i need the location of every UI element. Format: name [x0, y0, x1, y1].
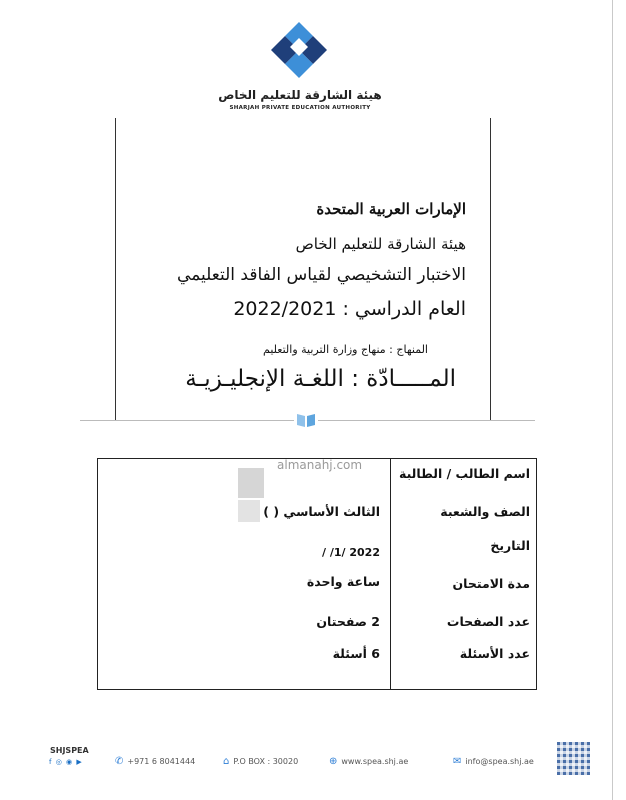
footer-website-text[interactable]: www.spea.shj.ae [341, 757, 409, 766]
country-line: الإمارات العربية المتحدة [316, 200, 466, 218]
footer-pobox-text: P.O BOX : 30020 [233, 757, 299, 766]
curriculum-line: المنهاج : منهاج وزارة التربية والتعليم [263, 343, 428, 356]
table-column-divider [390, 458, 391, 690]
value-class-section: الثالث الأساسي ( ) [263, 504, 380, 519]
page-footer [45, 742, 605, 782]
label-page-count: عدد الصفحات [446, 614, 530, 629]
authority-line: هيئة الشارقة للتعليم الخاص [295, 235, 466, 253]
spea-logo-icon [268, 20, 330, 82]
org-name-english: SHARJAH PRIVATE EDUCATION AUTHORITY [229, 105, 371, 111]
footer-website[interactable] [329, 756, 408, 767]
value-date: 2022 /1/ / [321, 546, 380, 559]
page-edge [612, 0, 613, 800]
globe-icon: ⊕ [329, 756, 338, 767]
label-student-name: اسم الطالب / الطالبة [399, 466, 530, 481]
subject-line: المـــــادّة : اللغـة الإنجليـزيـة [185, 366, 456, 392]
home-icon: ⌂ [223, 756, 230, 767]
footer-pobox [223, 756, 298, 767]
frame-line-left [115, 118, 116, 420]
value-page-count: 2 صفحتان [316, 614, 380, 629]
book-icon [294, 410, 318, 430]
org-name-arabic: هيئة الشارقة للتعليم الخاص [218, 88, 382, 102]
qr-code-icon [557, 742, 590, 775]
label-class-section: الصف والشعبة [440, 504, 530, 519]
footer-social-icons[interactable]: f ◎ ◉ ▶ [49, 758, 83, 766]
watermark-shape [238, 468, 264, 498]
phone-icon: ✆ [115, 756, 124, 767]
frame-line-right [490, 118, 491, 420]
footer-phone-text: +971 6 8041444 [127, 757, 196, 766]
label-exam-duration: مدة الامتحان [452, 576, 530, 591]
mail-icon: ✉ [453, 756, 462, 767]
value-exam-duration: ساعة واحدة [306, 574, 380, 589]
footer-email-text[interactable]: info@spea.shj.ae [465, 757, 534, 766]
watermark-text: almanahj.com [277, 458, 363, 472]
footer-email[interactable] [453, 756, 534, 767]
footer-phone [115, 756, 195, 767]
exam-title: الاختبار التشخيصي لقياس الفاقد التعليمي [177, 265, 466, 285]
academic-year: العام الدراسي : 2022/2021 [233, 298, 466, 320]
value-question-count: 6 أسئلة [332, 646, 380, 661]
label-question-count: عدد الأسئلة [459, 646, 530, 661]
footer-brand: SHJSPEA [50, 746, 89, 755]
label-date: التاريخ [490, 538, 530, 553]
